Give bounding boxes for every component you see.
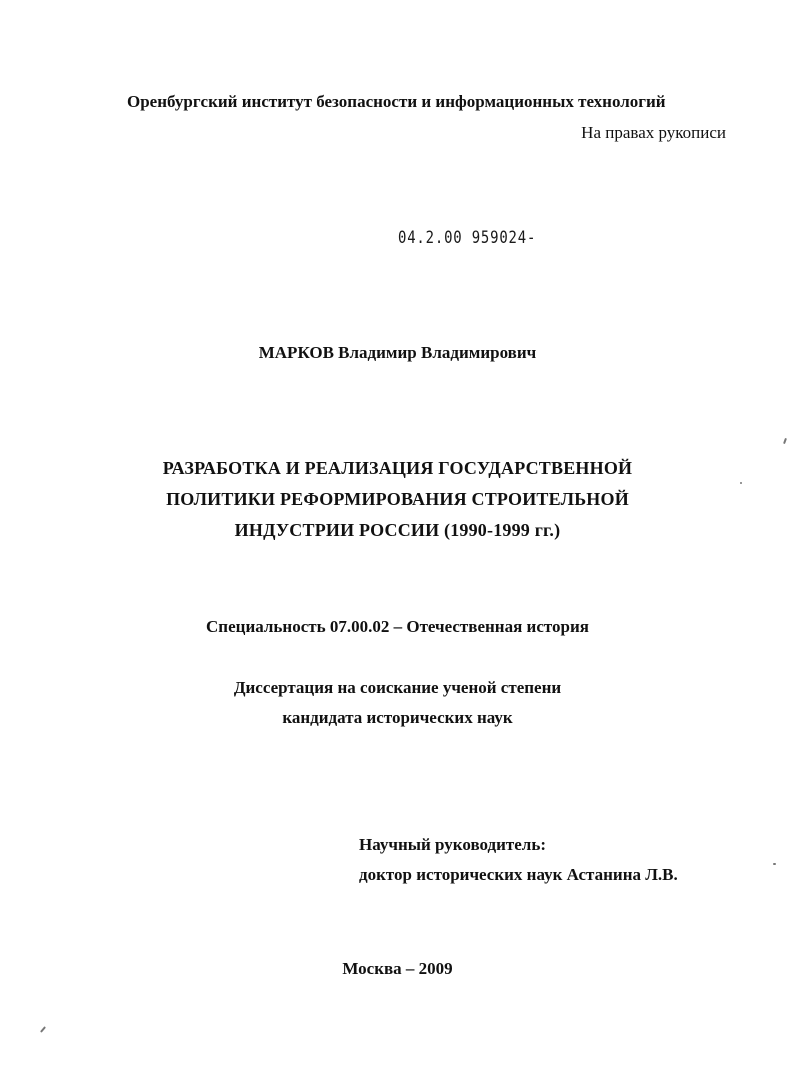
library-stamp-code: 04.2.00 959024- [398,228,537,248]
institution-name: Оренбургский институт безопасности и информационных технологий [127,92,666,111]
scan-speck [783,438,787,444]
advisor-name: доктор исторических наук Астанина Л.В. [359,865,678,884]
scan-speck [773,863,776,865]
title-line: ИНДУСТРИИ РОССИИ (1990-1999 гг.) [234,520,561,540]
manuscript-note: На правах рукописи [581,123,726,142]
author-name: МАРКОВ Владимир Владимирович [258,343,537,362]
specialty: Специальность 07.00.02 – Отечественная история [206,617,589,636]
degree-line: Диссертация на соискание ученой степени [233,678,562,697]
title-line: ПОЛИТИКИ РЕФОРМИРОВАНИЯ СТРОИТЕЛЬНОЙ [166,489,629,509]
city-year: Москва – 2009 [342,959,453,978]
degree-line: кандидата исторических наук [282,708,513,727]
scan-speck [40,1026,46,1033]
advisor-label: Научный руководитель: [359,835,546,854]
scan-speck [740,482,742,484]
title-line: РАЗРАБОТКА И РЕАЛИЗАЦИЯ ГОСУДАРСТВЕННОЙ [162,458,633,478]
